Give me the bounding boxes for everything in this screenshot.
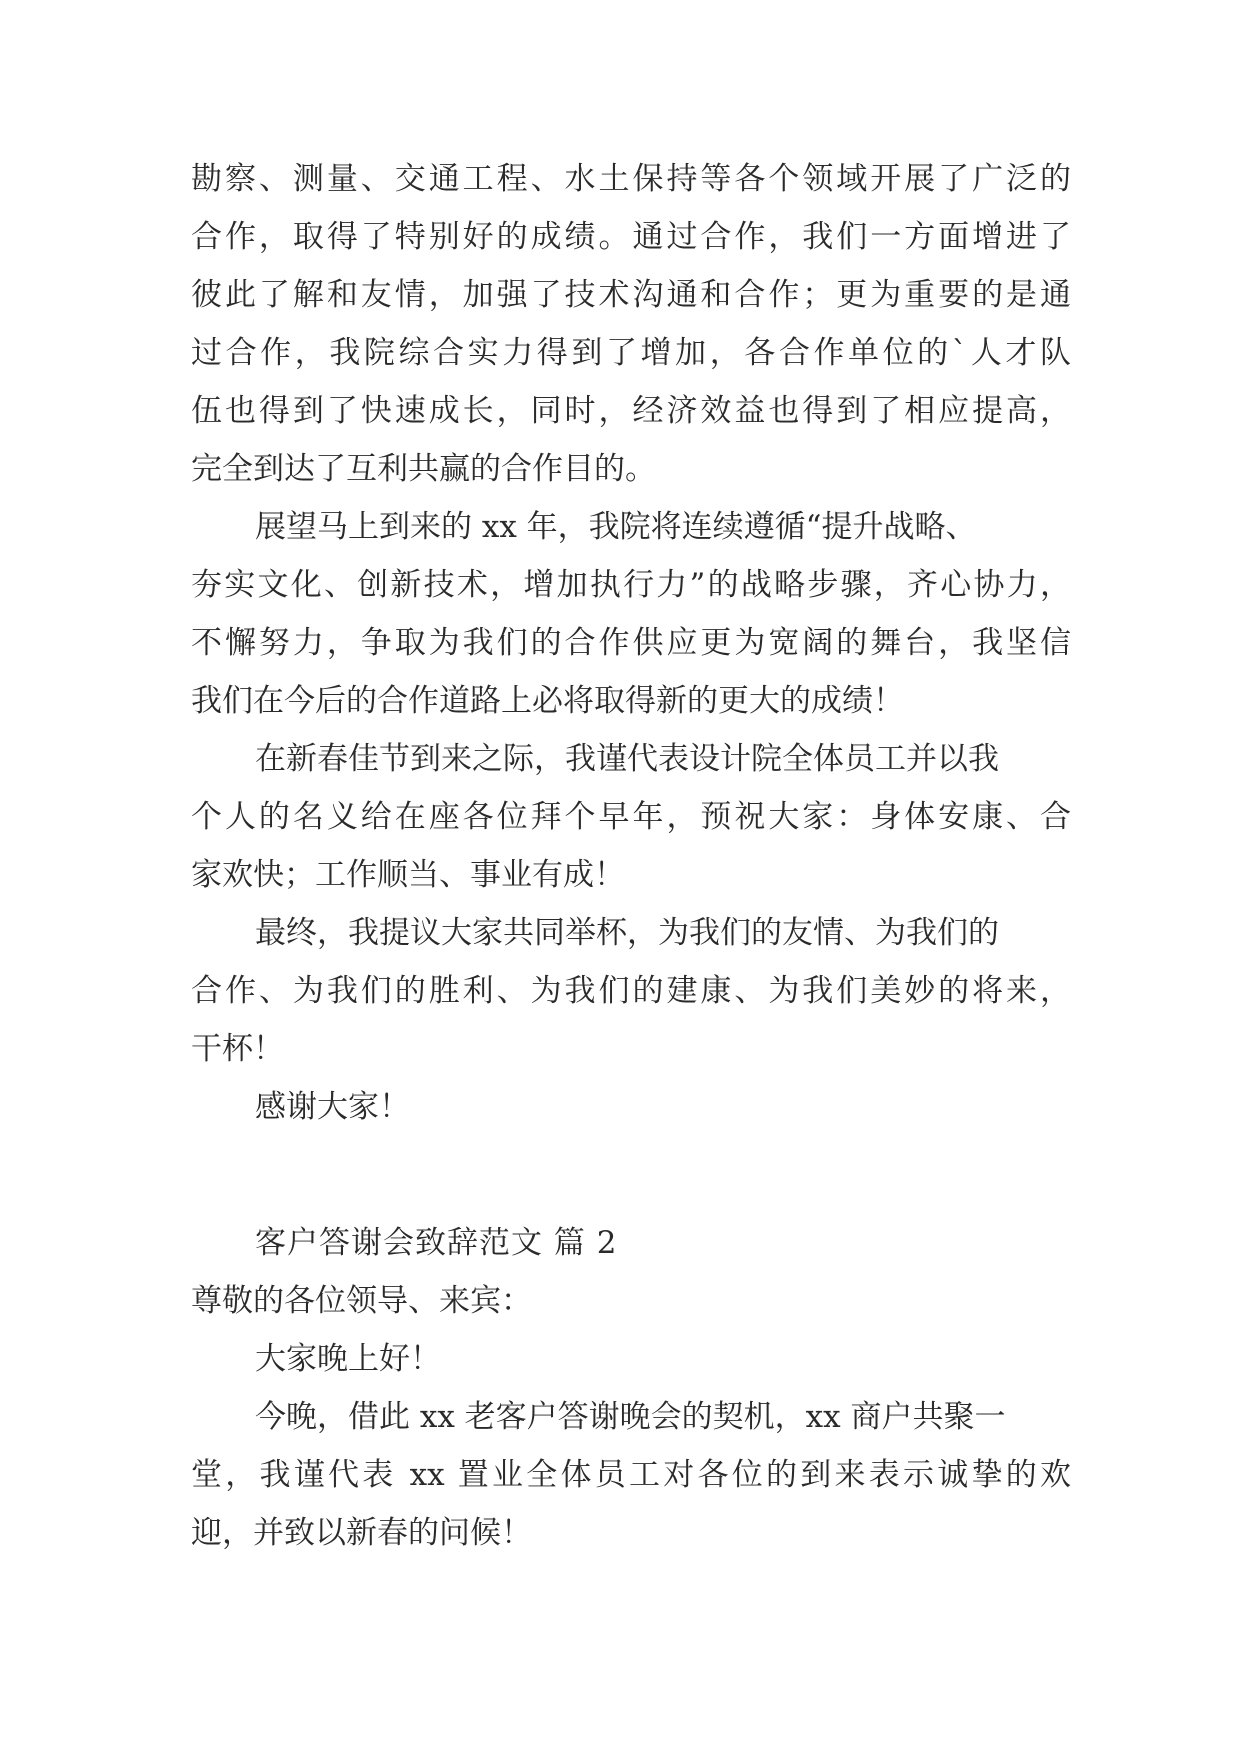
section-heading: 客户答谢会致辞范文 篇 2 (255, 1225, 618, 1261)
paragraph-thanks (191, 1078, 1071, 1136)
text-line: 最终，我提议大家共同举杯，为我们的友情、为我们的 (255, 915, 999, 951)
text-line: 个人的名义给在座各位拜个早年，预祝大家：身体安康、合 (191, 799, 1071, 835)
text-line: 在新春佳节到来之际，我谨代表设计院全体员工并以我 (255, 741, 999, 777)
text-line: 合作、为我们的胜利、为我们的建康、为我们美妙的将来， (191, 973, 1071, 1009)
text-line: 迎，并致以新春的问候！ (191, 1515, 532, 1551)
document-body (191, 150, 1071, 1562)
paragraph-new-year-greeting (191, 730, 1071, 904)
text-line: 勘察、测量、交通工程、水土保持等各个领域开展了广泛的 (191, 161, 1071, 197)
text-line: 过合作，我院综合实力得到了增加，各合作单位的`人才队 (191, 335, 1071, 371)
paragraph-toast (191, 904, 1071, 1078)
text-line: 感谢大家！ (255, 1089, 410, 1125)
paragraph-cooperation (191, 150, 1071, 498)
text-line: 伍也得到了快速成长，同时，经济效益也得到了相应提高， (191, 393, 1071, 429)
greeting: 大家晚上好！ (255, 1341, 441, 1377)
section-spacer (191, 1136, 1071, 1214)
text-line: 夯实文化、创新技术，增加执行力”的战略步骤，齐心协力， (191, 567, 1071, 603)
text-line: 合作，取得了特别好的成绩。通过合作，我们一方面增进了 (191, 219, 1071, 255)
text-line: 不懈努力，争取为我们的合作供应更为宽阔的舞台，我坚信 (191, 625, 1071, 661)
paragraph-outlook (191, 498, 1071, 730)
text-line: 展望马上到来的 xx 年，我院将连续遵循“提升战略、 (255, 509, 977, 545)
text-line: 干杯！ (191, 1031, 284, 1067)
text-line: 完全到达了互利共赢的合作目的。 (191, 451, 656, 487)
salutation: 尊敬的各位领导、来宾： (191, 1283, 532, 1319)
section-2 (191, 1214, 1071, 1562)
text-line: 家欢快；工作顺当、事业有成！ (191, 857, 625, 893)
text-line: 堂，我谨代表 xx 置业全体员工对各位的到来表示诚挚的欢 (191, 1457, 1071, 1493)
text-line: 今晚，借此 xx 老客户答谢晚会的契机，xx 商户共聚一 (255, 1399, 1006, 1435)
text-line: 我们在今后的合作道路上必将取得新的更大的成绩！ (191, 683, 904, 719)
text-line: 彼此了解和友情，加强了技术沟通和合作；更为重要的是通 (191, 277, 1071, 313)
